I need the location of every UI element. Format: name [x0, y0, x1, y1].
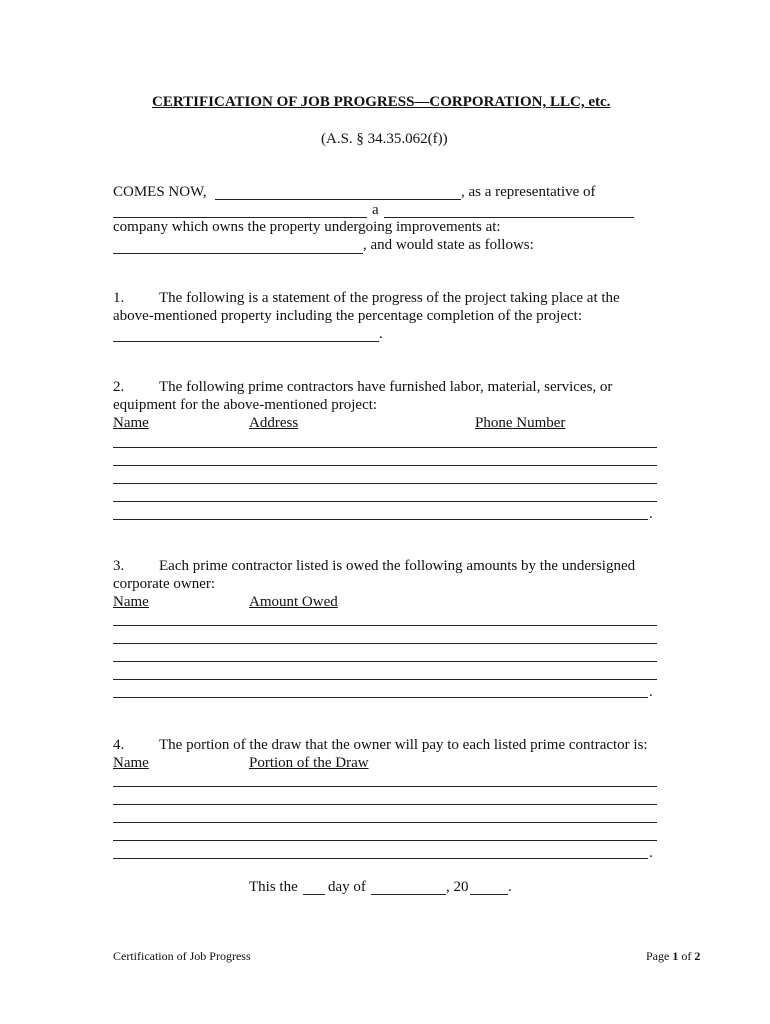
progress-statement-blank[interactable]	[113, 341, 379, 342]
entry-row-line[interactable]	[113, 786, 657, 787]
section-2-end: .	[649, 506, 653, 522]
section-1-end: .	[379, 326, 383, 342]
section-2-number: 2.	[113, 379, 125, 395]
page-current: 1	[672, 949, 679, 963]
section-1-line-2: above-mentioned property including the percentage completion of the project:	[113, 308, 582, 324]
entry-field-separator[interactable]	[233, 501, 250, 502]
entry-field-separator[interactable]	[635, 822, 657, 823]
entry-field-separator[interactable]	[408, 483, 468, 484]
entry-field-separator[interactable]	[233, 643, 250, 644]
section-4-line-1: The portion of the draw that the owner will pay to each listed prime contractor is:	[159, 737, 648, 753]
entry-field-separator[interactable]	[233, 840, 250, 841]
entry-field-separator[interactable]	[408, 840, 468, 841]
statute-reference: (A.S. § 34.35.062(f))	[321, 131, 448, 147]
entry-field-separator[interactable]	[408, 465, 468, 466]
page-of: of	[681, 949, 692, 963]
entry-field-separator[interactable]	[635, 804, 657, 805]
month-blank[interactable]	[371, 894, 446, 895]
entry-field-separator[interactable]	[233, 661, 250, 662]
page-label: Page	[646, 949, 670, 963]
year-blank[interactable]	[470, 894, 508, 895]
representative-name-blank[interactable]	[215, 199, 461, 200]
column-header-name: Name	[113, 594, 149, 610]
entry-field-separator[interactable]	[635, 840, 657, 841]
footer-page-number	[646, 949, 700, 964]
entry-row-line[interactable]	[113, 840, 657, 841]
entry-row-line[interactable]	[113, 697, 648, 698]
entry-field-separator[interactable]	[635, 483, 657, 484]
entry-field-separator[interactable]	[408, 519, 468, 520]
date-line-end: .	[508, 879, 512, 895]
entry-field-separator[interactable]	[233, 679, 250, 680]
intro-a: a	[372, 202, 379, 218]
intro-representative: , as a representative of	[461, 184, 596, 200]
entry-row-line[interactable]	[113, 483, 657, 484]
entry-field-separator[interactable]	[408, 822, 468, 823]
company-type-blank[interactable]	[384, 217, 634, 218]
entry-field-separator[interactable]	[635, 643, 657, 644]
entry-row-line[interactable]	[113, 501, 657, 502]
entry-row-line[interactable]	[113, 447, 657, 448]
entry-row-line[interactable]	[113, 465, 657, 466]
entry-field-separator[interactable]	[408, 643, 468, 644]
section-3-line-2: corporate owner:	[113, 576, 216, 592]
footer-document-name: Certification of Job Progress	[113, 949, 251, 963]
entry-field-separator[interactable]	[408, 501, 468, 502]
column-header-portion-draw: Portion of the Draw	[249, 755, 369, 771]
entry-row-line[interactable]	[113, 643, 657, 644]
entry-field-separator[interactable]	[408, 679, 468, 680]
entry-row-line[interactable]	[113, 804, 657, 805]
entry-row-line[interactable]	[113, 661, 657, 662]
date-line-prefix: This the	[249, 879, 298, 895]
column-header-amount-owed: Amount Owed	[249, 594, 338, 610]
entry-field-separator[interactable]	[635, 519, 648, 520]
entry-field-separator[interactable]	[233, 697, 250, 698]
entry-row-line[interactable]	[113, 858, 648, 859]
section-4-number: 4.	[113, 737, 125, 753]
entry-field-separator[interactable]	[408, 858, 468, 859]
section-1-number: 1.	[113, 290, 125, 306]
date-line-day-of: day of	[328, 879, 366, 895]
entry-row-line[interactable]	[113, 519, 648, 520]
section-1-line-1: The following is a statement of the progress of the project taking place at the	[159, 290, 620, 306]
entry-field-separator[interactable]	[233, 519, 250, 520]
intro-state-as-follows: , and would state as follows:	[363, 237, 534, 253]
entry-field-separator[interactable]	[635, 679, 657, 680]
entry-field-separator[interactable]	[635, 661, 657, 662]
intro-comes-now: COMES NOW,	[113, 184, 207, 200]
entry-field-separator[interactable]	[408, 661, 468, 662]
company-name-blank[interactable]	[113, 217, 367, 218]
entry-row-line[interactable]	[113, 822, 657, 823]
entry-field-separator[interactable]	[635, 465, 657, 466]
date-line-year-prefix: , 20	[446, 879, 469, 895]
section-3-end: .	[649, 684, 653, 700]
entry-field-separator[interactable]	[635, 501, 657, 502]
entry-field-separator[interactable]	[233, 804, 250, 805]
column-header-name: Name	[113, 415, 149, 431]
section-2-line-2: equipment for the above-mentioned project:	[113, 397, 378, 413]
entry-field-separator[interactable]	[233, 858, 250, 859]
entry-field-separator[interactable]	[233, 822, 250, 823]
property-address-blank[interactable]	[113, 253, 363, 254]
entry-field-separator[interactable]	[408, 804, 468, 805]
document-title: CERTIFICATION OF JOB PROGRESS—CORPORATION, LLC, etc.	[152, 94, 611, 110]
entry-field-separator[interactable]	[635, 697, 648, 698]
entry-row-line[interactable]	[113, 679, 657, 680]
entry-field-separator[interactable]	[635, 858, 648, 859]
intro-company-line: company which owns the property undergoing improvements at:	[113, 219, 501, 235]
section-3-number: 3.	[113, 558, 125, 574]
entry-field-separator[interactable]	[233, 465, 250, 466]
column-header-phone: Phone Number	[475, 415, 566, 431]
section-2-line-1: The following prime contractors have furnished labor, material, services, or	[159, 379, 613, 395]
column-header-address: Address	[249, 415, 299, 431]
section-3-line-1: Each prime contractor listed is owed the following amounts by the undersigned	[159, 558, 636, 574]
entry-row-line[interactable]	[113, 625, 657, 626]
section-4-end: .	[649, 845, 653, 861]
day-blank[interactable]	[303, 894, 325, 895]
column-header-name: Name	[113, 755, 149, 771]
page-total: 2	[694, 949, 701, 963]
entry-field-separator[interactable]	[233, 483, 250, 484]
entry-field-separator[interactable]	[408, 697, 468, 698]
